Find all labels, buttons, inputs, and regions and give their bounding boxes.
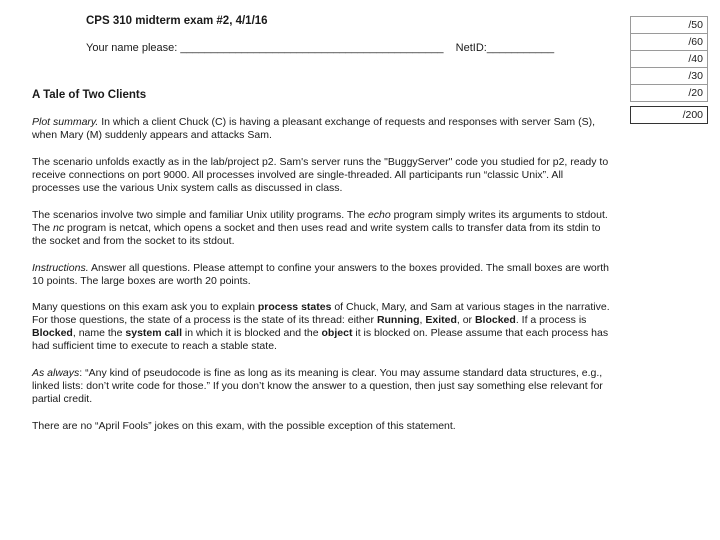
plot-summary-paragraph: [32, 116, 612, 142]
system-call-term: system call: [125, 327, 183, 339]
running-term: Running: [376, 314, 420, 326]
as-always-label: As always: [32, 367, 80, 379]
instructions-text: Answer all questions. Please attempt to confine your answers to the boxes provided. The small boxes are worth 10 points. The large boxes are worth 20 points.: [32, 262, 610, 287]
blocked-term-2: Blocked: [32, 327, 73, 339]
echo-term: echo: [367, 209, 391, 221]
blocked-term: Blocked: [474, 314, 516, 326]
section-title: A Tale of Two Clients: [32, 89, 147, 101]
ps-text-c: ,: [419, 314, 426, 326]
ps-text-b: of Chuck, Mary, and Sam at various stages in the narrative. For those questions, the state of a process is the state of its thread: either: [32, 301, 610, 326]
score-total-box: /200: [631, 107, 708, 124]
score-box-3: /40: [631, 51, 708, 68]
april-fools-paragraph: There are no “April Fools” jokes on this exam, with the possible exception of this statement.: [32, 420, 456, 432]
utilities-paragraph: [32, 209, 612, 248]
process-states-term: process states: [257, 301, 332, 313]
scenario-paragraph: The scenario unfolds exactly as in the lab/project p2. Sam's server runs the "BuggyServer" code you studied for p2, ready to receive connections on port 9000. All processes involved are single-threaded. All participants run “classic Unix”. All processes use the various Unix system calls as discussed in class.: [32, 156, 609, 194]
name-netid-line: Your name please: ___________________________________________ NetID:___________: [86, 42, 555, 54]
plot-summary-label: Plot summary.: [32, 116, 99, 128]
score-box-5: /20: [631, 85, 708, 102]
object-term: object: [321, 327, 353, 339]
utilities-text-a: The scenarios involve two simple and familiar Unix utility programs. The: [32, 209, 368, 221]
process-states-paragraph: [32, 301, 612, 353]
score-box-2: /60: [631, 34, 708, 51]
nc-term: nc: [53, 222, 65, 234]
score-table: [630, 16, 708, 124]
utilities-text-c: program is netcat, which opens a socket and then uses read and write system calls to transfer data from its stdin to the socket and from the socket to its stdout.: [32, 222, 601, 247]
score-box-1: /50: [631, 17, 708, 34]
utilities-text-b: program simply writes its arguments to stdout. The: [32, 209, 608, 234]
ps-text-g: in which it is blocked and the: [182, 327, 322, 339]
exam-title: CPS 310 midterm exam #2, 4/1/16: [86, 15, 268, 27]
instructions-label: Instructions.: [32, 262, 89, 274]
plot-summary-text: In which a client Chuck (C) is having a pleasant exchange of requests and responses with server Sam (S), when Mary (M) suddenly appears and attacks Sam.: [32, 116, 595, 141]
ps-text-a: Many questions on this exam ask you to explain: [32, 301, 258, 313]
pseudocode-paragraph: [32, 367, 612, 406]
ps-text-h: it is blocked on. Please assume that each process has had sufficient time to execute to reach a stable state.: [32, 327, 609, 352]
score-box-4: /30: [631, 68, 708, 85]
ps-text-e: . If a process is: [515, 314, 587, 326]
pseudocode-text: : “Any kind of pseudocode is fine as long as its meaning is clear. You may assume standard data structures, e.g., linked lists: don’t write code for those.” If you don’t know the answer to a question, then just say something else relevant for partial credit.: [32, 367, 603, 405]
instructions-paragraph: [32, 262, 612, 288]
ps-text-d: , or: [456, 314, 475, 326]
ps-text-f: , name the: [72, 327, 126, 339]
exited-term: Exited: [425, 314, 457, 326]
